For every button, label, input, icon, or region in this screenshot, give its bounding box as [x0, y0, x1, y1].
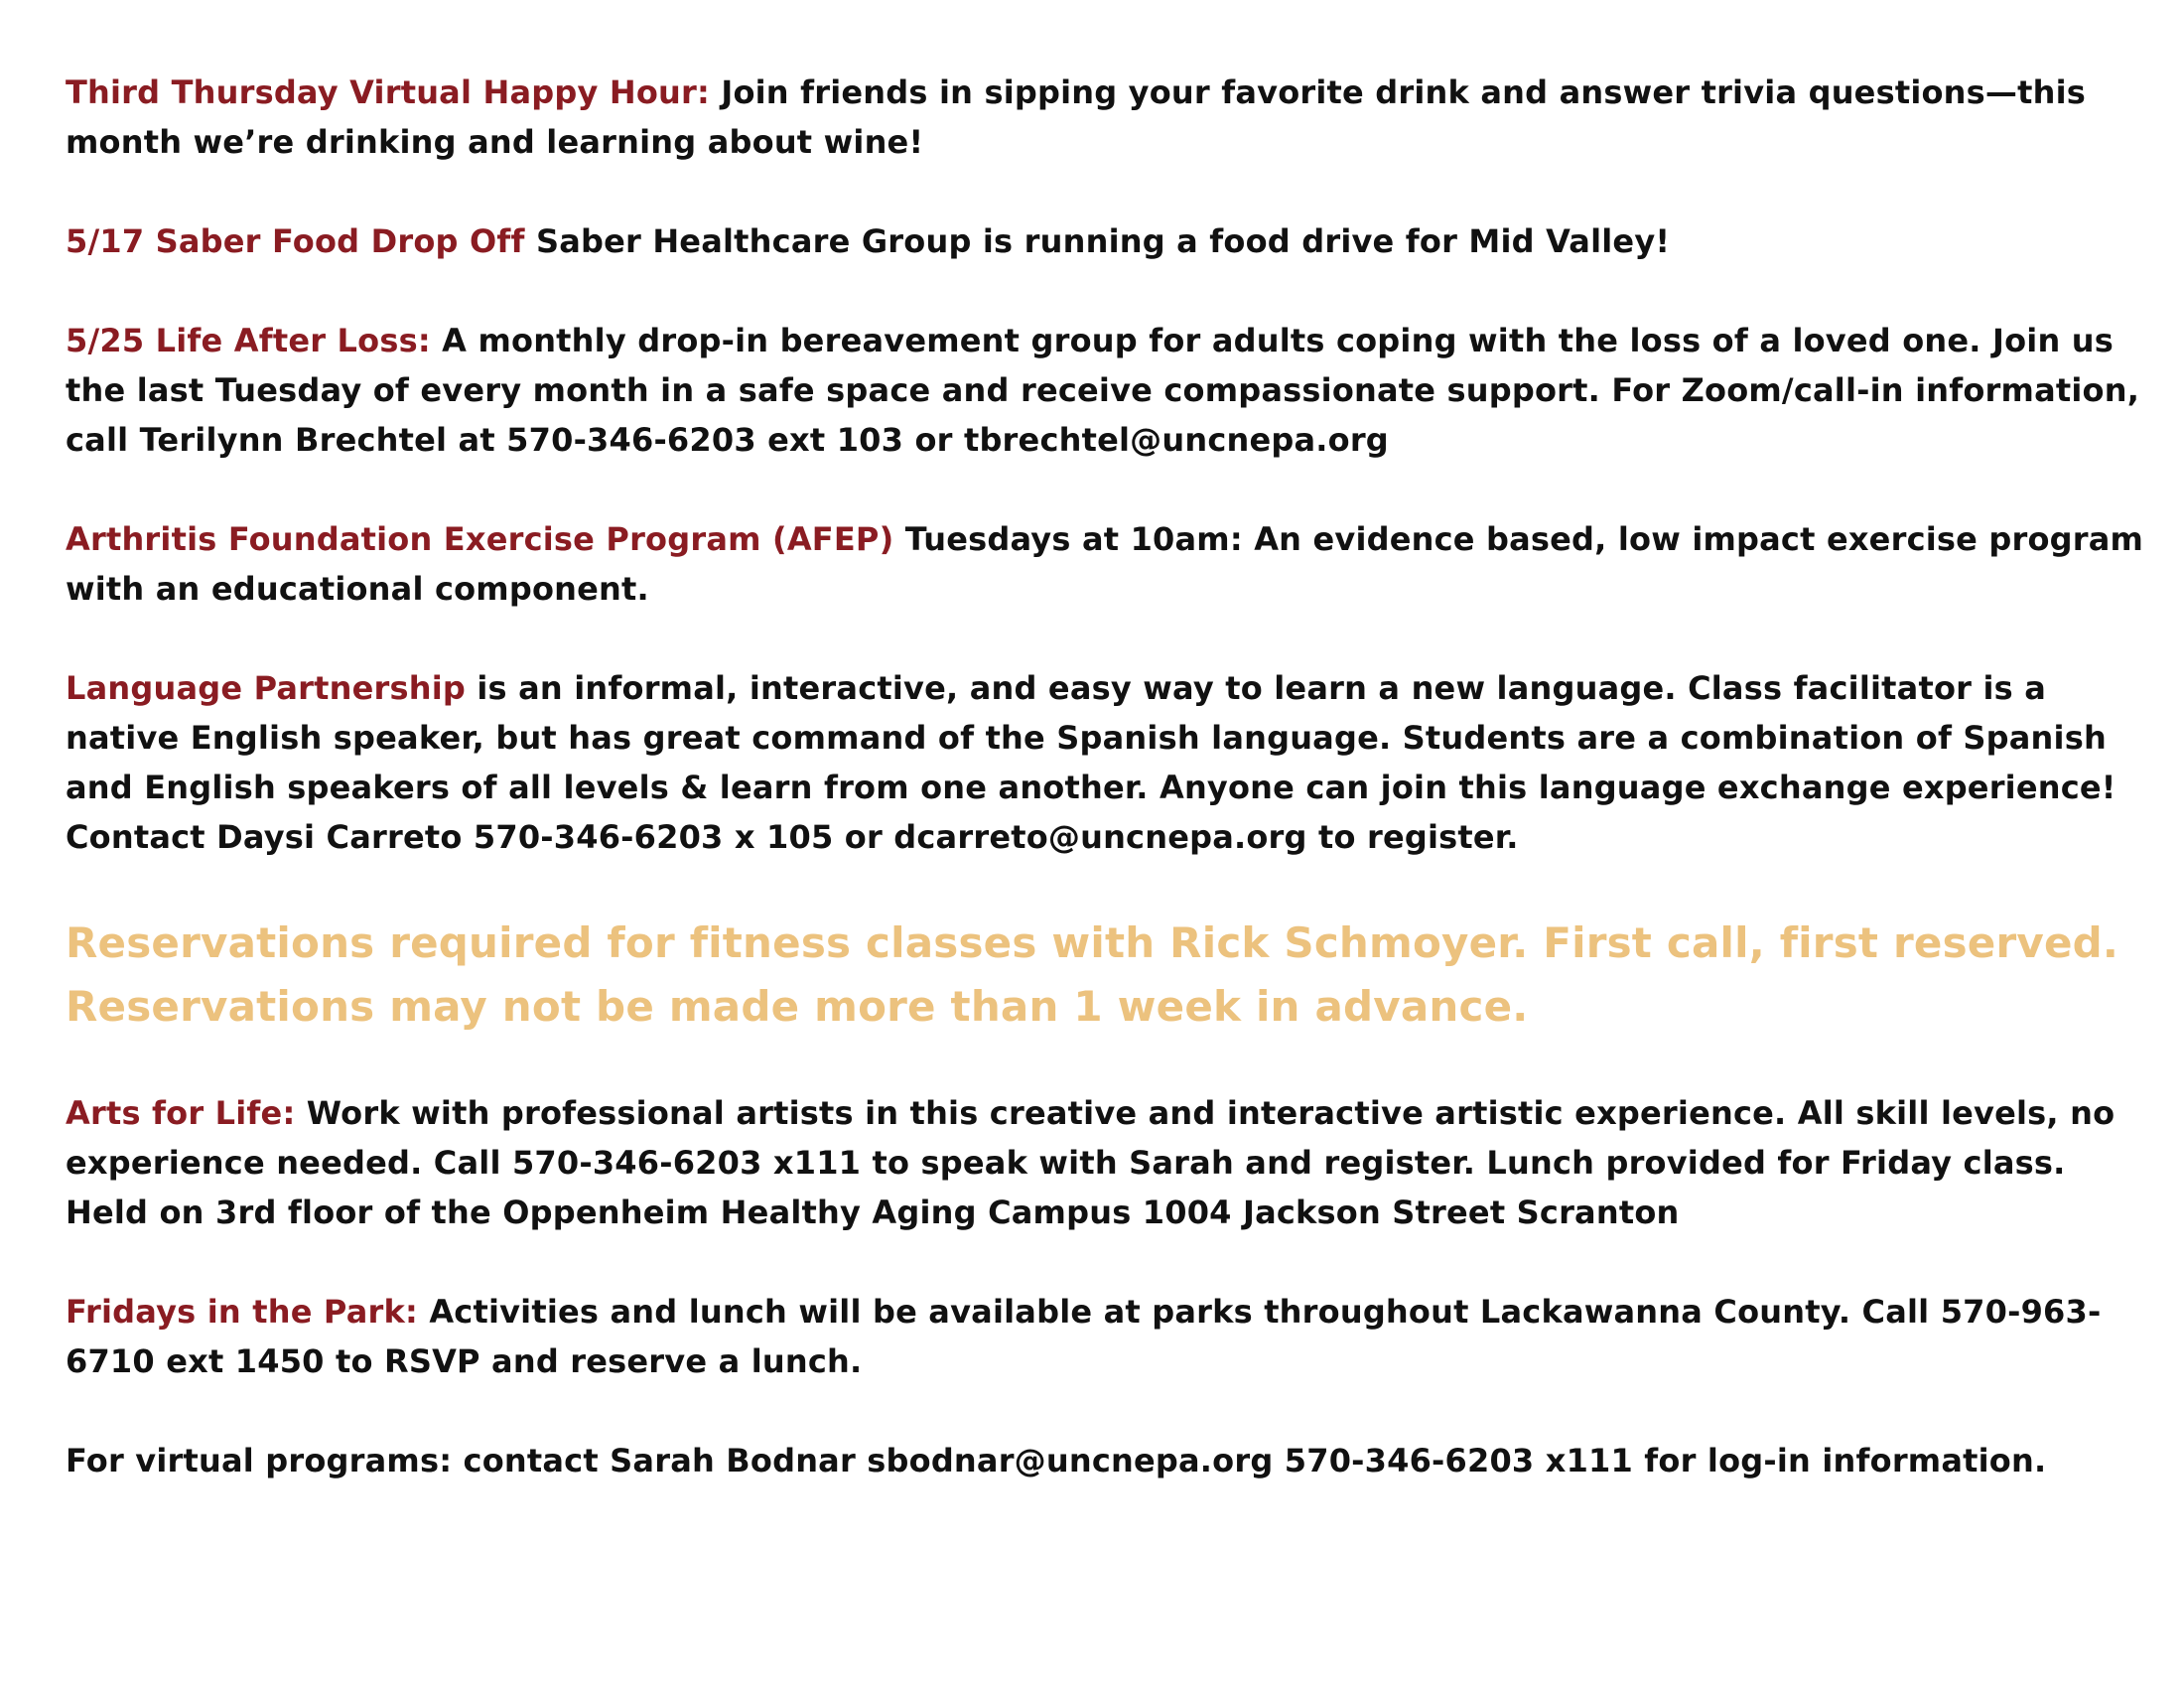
- event-title: Third Thursday Virtual Happy Hour:: [66, 73, 710, 111]
- event-language-partnership: [66, 663, 2150, 862]
- event-title: Arthritis Foundation Exercise Program (AFEP): [66, 520, 894, 558]
- event-description: Activities and lunch will be available at parks throughout Lackawanna County. Call 570-963-6710 ext 1450 to RSVP and reserve a lunch.: [66, 1293, 2102, 1380]
- event-description: Saber Healthcare Group is running a food drive for Mid Valley!: [524, 222, 1671, 260]
- event-food-drop-off: [66, 216, 2150, 266]
- event-description: is an informal, interactive, and easy way to learn a new language. Class facilitator is a native English speaker, but has great command of the Spanish language. Students are a combination of Spanish and English speakers of all levels & learn from one another. Anyone can join this language exchange experience! Contact Daysi Carreto 570-346-6203 x 105 or dcarreto@uncnepa.org to register.: [66, 669, 2116, 856]
- event-life-after-loss: [66, 316, 2150, 465]
- events-document: [66, 68, 2150, 1535]
- event-title: Arts for Life:: [66, 1094, 296, 1132]
- event-title: Fridays in the Park:: [66, 1293, 418, 1331]
- event-arts-for-life: [66, 1088, 2150, 1237]
- event-title: 5/17 Saber Food Drop Off: [66, 222, 525, 260]
- event-description: Tuesdays at 10am: An evidence based, low impact exercise program with an educational component.: [66, 520, 2144, 608]
- event-afep: [66, 514, 2150, 614]
- virtual-programs-contact: For virtual programs: contact Sarah Bodnar sbodnar@uncnepa.org 570-346-6203 x111 for log-in information.: [66, 1442, 2047, 1479]
- event-description: Join friends in sipping your favorite drink and answer trivia questions—this month we’re drinking and learning about wine!: [66, 73, 2086, 161]
- reservation-notice: Reservations required for fitness classes with Rick Schmoyer. First call, first reserved. Reservations may not be made more than 1 week in advance.: [66, 918, 2119, 1031]
- event-description: Work with professional artists in this creative and interactive artistic experience. All skill levels, no experience needed. Call 570-346-6203 x111 to speak with Sarah and register. Lunch provided for Friday class. Held on 3rd floor of the Oppenheim Healthy Aging Campus 1004 Jackson Street Scranton: [66, 1094, 2116, 1231]
- event-fridays-in-the-park: [66, 1287, 2150, 1386]
- event-description: A monthly drop-in bereavement group for adults coping with the loss of a loved one. Join us the last Tuesday of every month in a safe space and receive compassionate support. For Zoom/call-in information, call Terilynn Brechtel at 570-346-6203 ext 103 or tbrechtel@uncnepa.org: [66, 322, 2140, 459]
- event-title: Language Partnership: [66, 669, 467, 707]
- event-title: 5/25 Life After Loss:: [66, 322, 431, 359]
- event-happy-hour: [66, 68, 2150, 167]
